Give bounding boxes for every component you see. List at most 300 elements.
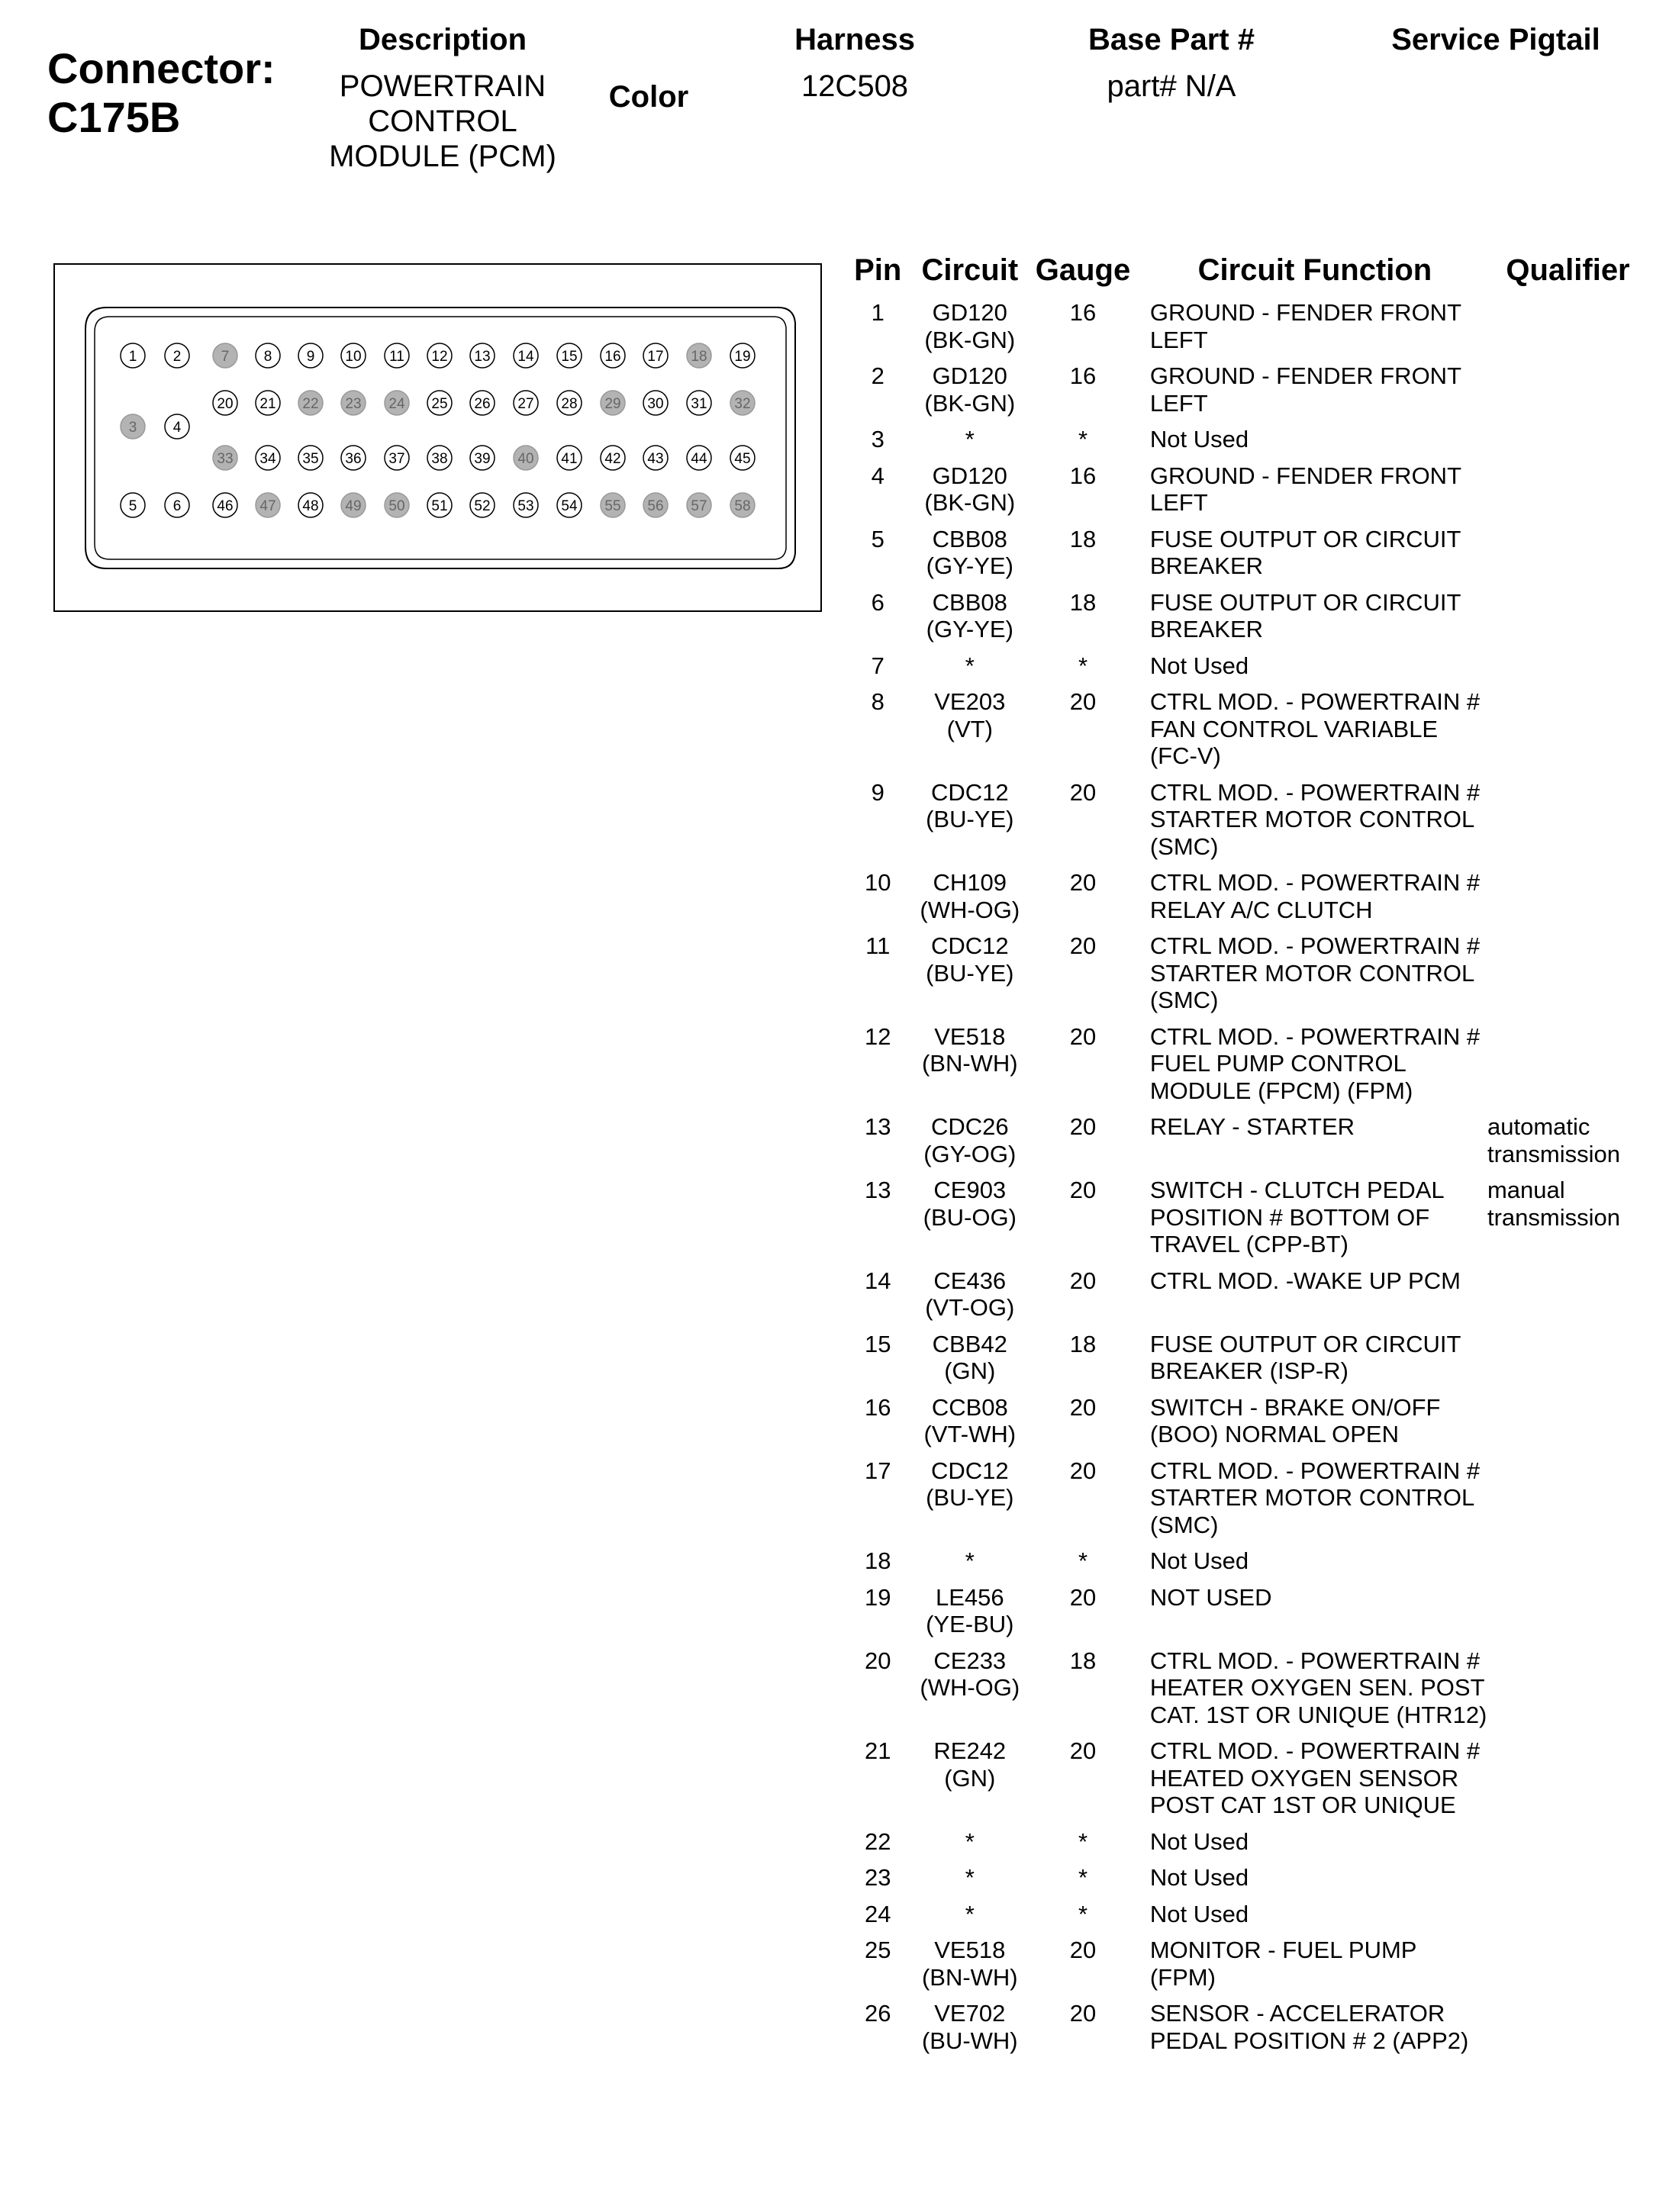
pin-label: 51: [431, 498, 448, 514]
pin-number: 24: [864, 1900, 891, 1927]
pin-number: 6: [871, 588, 884, 616]
pin-cavity-14: [514, 343, 538, 368]
pin-number: 13: [864, 1113, 891, 1140]
table-row: [839, 1457, 1648, 1548]
pin-table: [839, 252, 1648, 2063]
pin-cavity-50: [385, 493, 409, 517]
pin-label: 53: [517, 498, 534, 514]
wire-color: (GY-OG): [923, 1140, 1017, 1167]
circuit-function: GROUND - FENDER FRONT LEFT: [1149, 362, 1461, 417]
pin-number: 19: [864, 1583, 891, 1611]
wire-gauge: *: [1078, 1827, 1088, 1855]
qualifier: [1487, 1267, 1648, 1331]
wire-color: (BN-WH): [921, 1050, 1018, 1077]
circuit-id: *: [965, 1547, 975, 1574]
pin-cavity-11: [385, 343, 409, 368]
pin-cavity-28: [557, 391, 582, 415]
harness-value: 12C508: [801, 69, 909, 103]
qualifier: [1487, 1828, 1648, 1865]
circuit-cell: [916, 1113, 1023, 1177]
description-header: Description: [358, 23, 527, 56]
circuit-id: VE518: [934, 1022, 1006, 1050]
pin-number: 22: [864, 1827, 891, 1855]
wire-color: (VT-WH): [923, 1421, 1017, 1447]
wire-gauge: 18: [1069, 525, 1097, 552]
pin-cavity-51: [427, 493, 452, 517]
wire-color: (GN): [944, 1764, 996, 1792]
circuit-function: CTRL MOD. -WAKE UP PCM: [1149, 1267, 1461, 1294]
pin-cavity-38: [427, 446, 452, 470]
circuit-id: GD120: [932, 462, 1007, 489]
pin-number: 12: [864, 1022, 891, 1050]
pin-label: 48: [302, 498, 319, 514]
pin-label: 45: [734, 451, 751, 467]
wire-gauge: 16: [1069, 462, 1097, 489]
pin-cavity-9: [298, 343, 323, 368]
wire-gauge: 20: [1069, 1177, 1097, 1203]
pin-number: 18: [864, 1547, 891, 1574]
circuit-id: VE702: [934, 2000, 1006, 2027]
circuit-id: CCB08: [931, 1393, 1008, 1421]
table-row: [839, 779, 1648, 870]
pin-number: 9: [871, 778, 884, 806]
pin-cavity-4: [165, 414, 189, 439]
circuit-id: CDC12: [930, 1457, 1009, 1484]
circuit-id: VE518: [934, 1937, 1006, 1963]
circuit-function: Not Used: [1149, 426, 1249, 452]
circuit-function: Not Used: [1149, 652, 1249, 679]
pin-cavity-3: [121, 414, 145, 439]
qualifier: [1487, 1331, 1648, 1394]
pin-label: 20: [217, 396, 234, 412]
pin-label: 1: [128, 349, 137, 365]
table-row: [839, 2000, 1648, 2063]
pin-number: 13: [864, 1177, 891, 1203]
wire-color: (BU-YE): [926, 959, 1014, 987]
circuit-id: CH109: [933, 869, 1007, 896]
circuit-cell: [916, 1828, 1023, 1865]
pin-number: 8: [871, 688, 884, 715]
wire-gauge: 20: [1069, 1267, 1097, 1294]
pin-cavity-57: [687, 493, 711, 517]
qualifier: automatic transmission: [1487, 1113, 1620, 1167]
circuit-cell: [916, 1901, 1023, 1937]
pin-cavity-45: [730, 446, 755, 470]
circuit-function: CTRL MOD. - POWERTRAIN # STARTER MOTOR CONTROL (SMC): [1149, 1457, 1481, 1538]
circuit-id: CDC12: [930, 778, 1009, 806]
circuit-id: LE456: [935, 1583, 1004, 1611]
pin-label: 50: [388, 498, 405, 514]
circuit-cell: [916, 1457, 1023, 1548]
pin-label: 15: [561, 349, 578, 365]
qualifier: [1487, 1737, 1648, 1828]
circuit-id: *: [965, 1900, 975, 1927]
pin-number: 21: [864, 1737, 891, 1764]
circuit-id: *: [965, 1827, 975, 1855]
circuit-function: GROUND - FENDER FRONT LEFT: [1149, 462, 1461, 516]
pin-cavity-5: [121, 493, 145, 517]
circuit-id: CBB42: [932, 1330, 1007, 1357]
wire-gauge: 20: [1069, 1737, 1097, 1764]
circuit-function: CTRL MOD. - POWERTRAIN # FAN CONTROL VARIABLE (FC-V): [1149, 688, 1481, 769]
pin-label: 22: [302, 396, 319, 412]
qualifier: manual transmission: [1487, 1177, 1620, 1231]
pin-label: 37: [388, 451, 405, 467]
circuit-cell: [916, 652, 1023, 689]
qualifier: [1487, 589, 1648, 652]
qualifier: [1487, 1647, 1648, 1738]
wire-gauge: *: [1078, 1547, 1088, 1574]
pin-cavity-42: [601, 446, 625, 470]
pin-cavity-58: [730, 493, 755, 517]
pin-label: 13: [474, 349, 491, 365]
circuit-function: CTRL MOD. - POWERTRAIN # RELAY A/C CLUTCH: [1149, 869, 1481, 923]
circuit-cell: [916, 1647, 1023, 1738]
base-part-value: part# N/A: [1107, 69, 1236, 103]
circuit-function: FUSE OUTPUT OR CIRCUIT BREAKER (ISP-R): [1149, 1330, 1461, 1384]
pin-cavity-53: [514, 493, 538, 517]
circuit-cell: [916, 299, 1023, 362]
pin-cavity-54: [557, 493, 582, 517]
column-header-circuit: Circuit: [921, 253, 1019, 287]
wire-gauge: 20: [1069, 1393, 1097, 1421]
qualifier: [1487, 1901, 1648, 1937]
pin-number: 15: [864, 1330, 891, 1357]
circuit-cell: [916, 1023, 1023, 1114]
wire-color: (VT-OG): [925, 1294, 1015, 1321]
pin-label: 39: [474, 451, 491, 467]
pin-cavity-25: [427, 391, 452, 415]
circuit-cell: [916, 462, 1023, 526]
pin-number: 2: [871, 362, 884, 389]
wire-color: (BU-WH): [921, 2027, 1018, 2054]
base-part-header: Base Part #: [1088, 23, 1255, 56]
table-row: [839, 1864, 1648, 1901]
circuit-function: CTRL MOD. - POWERTRAIN # HEATED OXYGEN SENSOR POST CAT 1ST OR UNIQUE: [1149, 1737, 1481, 1818]
wire-color: (WH-OG): [920, 1674, 1020, 1701]
pin-label: 31: [691, 396, 707, 412]
circuit-cell: [916, 932, 1023, 1023]
pin-label: 52: [474, 498, 491, 514]
pin-cavity-52: [470, 493, 495, 517]
circuit-id: *: [965, 1864, 975, 1891]
pin-label: 23: [345, 396, 362, 412]
table-row: [839, 1737, 1648, 1828]
pin-cavity-46: [213, 493, 237, 517]
wire-gauge: 20: [1069, 1457, 1097, 1484]
connector-id: C175B: [47, 93, 181, 141]
circuit-function: Not Used: [1149, 1547, 1249, 1574]
pin-cavity-39: [470, 446, 495, 470]
table-row: [839, 526, 1648, 589]
column-header-gauge: Gauge: [1035, 253, 1131, 287]
circuit-id: GD120: [932, 299, 1007, 326]
wire-color: (BU-YE): [926, 806, 1014, 832]
pin-number: 5: [871, 525, 884, 552]
pin-label: 10: [345, 349, 362, 365]
table-row: [839, 1177, 1648, 1267]
pin-label: 7: [221, 349, 230, 365]
pin-number: 3: [871, 426, 884, 452]
pin-cavity-16: [601, 343, 625, 368]
circuit-cell: [916, 589, 1023, 652]
pin-cavity-35: [298, 446, 323, 470]
pin-label: 47: [259, 498, 276, 514]
table-row: [839, 1828, 1648, 1865]
pin-cavity-32: [730, 391, 755, 415]
wire-color: (BN-WH): [921, 1963, 1018, 1991]
table-row: [839, 688, 1648, 779]
pin-label: 21: [259, 396, 276, 412]
qualifier: [1487, 932, 1648, 1023]
wire-gauge: 16: [1069, 362, 1097, 389]
pin-cavity-6: [165, 493, 189, 517]
pin-cavity-43: [643, 446, 668, 470]
circuit-function: Not Used: [1149, 1900, 1249, 1927]
circuit-id: *: [965, 426, 975, 452]
pin-number: 10: [864, 869, 891, 896]
pin-number: 26: [864, 2000, 891, 2027]
pin-label: 58: [734, 498, 751, 514]
pin-cavity-36: [341, 446, 366, 470]
table-row: [839, 362, 1648, 426]
pin-cavity-37: [385, 446, 409, 470]
wire-gauge: 18: [1069, 1330, 1097, 1357]
pin-label: 8: [263, 349, 272, 365]
column-header-qualifier: Qualifier: [1506, 253, 1630, 287]
circuit-id: CBB08: [932, 525, 1007, 552]
pin-cavity-17: [643, 343, 668, 368]
circuit-id: CE436: [933, 1267, 1007, 1294]
pin-number: 20: [864, 1647, 891, 1674]
pin-cavity-12: [427, 343, 452, 368]
circuit-id: *: [965, 652, 975, 679]
pin-cavity-13: [470, 343, 495, 368]
qualifier: [1487, 1023, 1648, 1114]
pin-label: 27: [517, 396, 534, 412]
circuit-function: GROUND - FENDER FRONT LEFT: [1149, 299, 1461, 353]
wire-gauge: 18: [1069, 588, 1097, 616]
pin-cavity-33: [213, 446, 237, 470]
wire-gauge: 20: [1069, 869, 1097, 896]
pin-label: 9: [306, 349, 315, 365]
circuit-cell: [916, 779, 1023, 870]
table-row: [839, 1023, 1648, 1114]
qualifier: [1487, 462, 1648, 526]
pin-label: 35: [302, 451, 319, 467]
pin-number: 16: [864, 1393, 891, 1421]
pin-label: 14: [517, 349, 534, 365]
pin-cavity-7: [213, 343, 237, 368]
pin-label: 5: [128, 498, 137, 514]
column-header-pin: Pin: [854, 253, 902, 287]
circuit-cell: [916, 1331, 1023, 1394]
qualifier: [1487, 426, 1648, 462]
pin-cavity-21: [256, 391, 280, 415]
table-row: [839, 932, 1648, 1023]
table-row: [839, 1113, 1648, 1177]
pin-cavity-19: [730, 343, 755, 368]
table-row: [839, 1267, 1648, 1331]
pin-label: 2: [172, 349, 182, 365]
circuit-id: CBB08: [932, 588, 1007, 616]
pin-label: 11: [389, 349, 404, 365]
table-row: [839, 1584, 1648, 1647]
pin-label: 33: [217, 451, 234, 467]
pin-cavity-24: [385, 391, 409, 415]
table-row: [839, 1547, 1648, 1584]
pin-label: 18: [691, 349, 707, 365]
pin-label: 54: [561, 498, 578, 514]
pin-label: 28: [561, 396, 578, 412]
wire-gauge: *: [1078, 1900, 1088, 1927]
table-row: [839, 589, 1648, 652]
pin-label: 46: [217, 498, 234, 514]
circuit-function: MONITOR - FUEL PUMP (FPM): [1149, 1937, 1416, 1991]
qualifier: [1487, 1394, 1648, 1457]
circuit-id: GD120: [932, 362, 1007, 389]
pin-cavity-56: [643, 493, 668, 517]
pin-cavity-41: [557, 446, 582, 470]
wire-gauge: 16: [1069, 299, 1097, 326]
circuit-function: CTRL MOD. - POWERTRAIN # FUEL PUMP CONTROL MODULE (FPCM) (FPM): [1149, 1022, 1481, 1104]
pin-number: 11: [865, 932, 891, 959]
circuit-cell: [916, 526, 1023, 589]
wire-gauge: 20: [1069, 688, 1097, 715]
pin-label: 4: [172, 420, 182, 436]
pin-cavity-48: [298, 493, 323, 517]
pin-label: 34: [259, 451, 276, 467]
wire-color: (BU-YE): [926, 1484, 1014, 1511]
qualifier: [1487, 869, 1648, 932]
pin-number: 4: [871, 462, 884, 489]
circuit-cell: [916, 1584, 1023, 1647]
qualifier: [1487, 1547, 1648, 1584]
circuit-function: Not Used: [1149, 1827, 1249, 1855]
circuit-cell: [916, 2000, 1023, 2063]
wire-color: (GY-YE): [926, 552, 1013, 579]
wire-gauge: *: [1078, 426, 1088, 452]
pin-cavity-15: [557, 343, 582, 368]
qualifier: [1487, 1864, 1648, 1901]
wire-color: (BU-OG): [923, 1203, 1017, 1231]
wire-gauge: 20: [1069, 1583, 1097, 1611]
wire-color: (GN): [944, 1357, 996, 1384]
pin-label: 49: [345, 498, 362, 514]
circuit-cell: [916, 869, 1023, 932]
circuit-cell: [916, 1937, 1023, 2000]
pin-label: 40: [517, 451, 534, 467]
wire-gauge: 20: [1069, 1113, 1097, 1140]
pin-cavity-34: [256, 446, 280, 470]
circuit-cell: [916, 1177, 1023, 1267]
qualifier: [1487, 688, 1648, 779]
circuit-cell: [916, 426, 1023, 462]
table-row: [839, 299, 1648, 362]
pin-number: 7: [871, 652, 884, 679]
pin-cavity-8: [256, 343, 280, 368]
circuit-cell: [916, 1394, 1023, 1457]
pin-label: 56: [647, 498, 664, 514]
wire-color: (BK-GN): [924, 389, 1016, 417]
pin-number: 17: [864, 1457, 891, 1484]
pin-number: 23: [864, 1864, 891, 1891]
wire-gauge: 20: [1069, 932, 1097, 959]
table-row: [839, 426, 1648, 462]
qualifier: [1487, 2000, 1648, 2063]
table-row: [839, 1394, 1648, 1457]
circuit-function: RELAY - STARTER: [1149, 1113, 1355, 1140]
wire-gauge: 20: [1069, 778, 1097, 806]
table-row: [839, 1331, 1648, 1394]
pin-cavity-47: [256, 493, 280, 517]
table-row: [839, 652, 1648, 689]
qualifier: [1487, 362, 1648, 426]
wire-color: (BK-GN): [924, 326, 1016, 353]
pin-cavity-29: [601, 391, 625, 415]
pin-cavity-26: [470, 391, 495, 415]
pin-label: 6: [172, 498, 182, 514]
table-row: [839, 869, 1648, 932]
wire-gauge: 20: [1069, 2000, 1097, 2027]
qualifier: [1487, 652, 1648, 689]
qualifier: [1487, 1457, 1648, 1548]
pin-label: 16: [604, 349, 621, 365]
circuit-id: CE233: [933, 1647, 1007, 1674]
circuit-cell: [916, 1737, 1023, 1828]
connector-title: [47, 44, 276, 142]
wire-gauge: 18: [1069, 1647, 1097, 1674]
table-row: [839, 1901, 1648, 1937]
circuit-cell: [916, 362, 1023, 426]
service-pigtail-header: Service Pigtail: [1391, 23, 1600, 56]
circuit-function: SWITCH - BRAKE ON/OFF (BOO) NORMAL OPEN: [1149, 1393, 1441, 1447]
pin-cavity-10: [341, 343, 366, 368]
wire-color: (VT): [946, 715, 993, 742]
circuit-function: CTRL MOD. - POWERTRAIN # STARTER MOTOR CONTROL (SMC): [1149, 932, 1481, 1013]
pin-cavity-44: [687, 446, 711, 470]
circuit-function: FUSE OUTPUT OR CIRCUIT BREAKER: [1149, 588, 1461, 642]
circuit-function: SWITCH - CLUTCH PEDAL POSITION # BOTTOM OF TRAVEL (CPP-BT): [1149, 1177, 1444, 1257]
wire-color: (YE-BU): [926, 1611, 1014, 1637]
table-row: [839, 462, 1648, 526]
pin-cavity-2: [165, 343, 189, 368]
table-body: [839, 299, 1648, 2063]
pin-cavity-20: [213, 391, 237, 415]
wire-color: (BK-GN): [924, 489, 1016, 516]
pin-label: 24: [388, 396, 405, 412]
column-header-function: Circuit Function: [1197, 253, 1432, 287]
pin-number: 1: [871, 299, 884, 326]
pin-cavity-22: [298, 391, 323, 415]
qualifier: [1487, 779, 1648, 870]
qualifier: [1487, 299, 1648, 362]
circuit-function: CTRL MOD. - POWERTRAIN # STARTER MOTOR CONTROL (SMC): [1149, 778, 1481, 860]
pin-cavity-40: [514, 446, 538, 470]
pin-label: 19: [734, 349, 751, 365]
wire-color: (WH-OG): [920, 896, 1020, 923]
table-header-row: [839, 252, 1648, 299]
circuit-id: VE203: [934, 688, 1006, 715]
pin-label: 36: [345, 451, 362, 467]
circuit-function: SENSOR - ACCELERATOR PEDAL POSITION # 2 (APP2): [1149, 2000, 1469, 2054]
pin-cavity-30: [643, 391, 668, 415]
pin-label: 55: [604, 498, 621, 514]
table-row: [839, 1937, 1648, 2000]
pin-label: 43: [647, 451, 664, 467]
wire-gauge: 20: [1069, 1022, 1097, 1050]
pin-cavity-18: [687, 343, 711, 368]
